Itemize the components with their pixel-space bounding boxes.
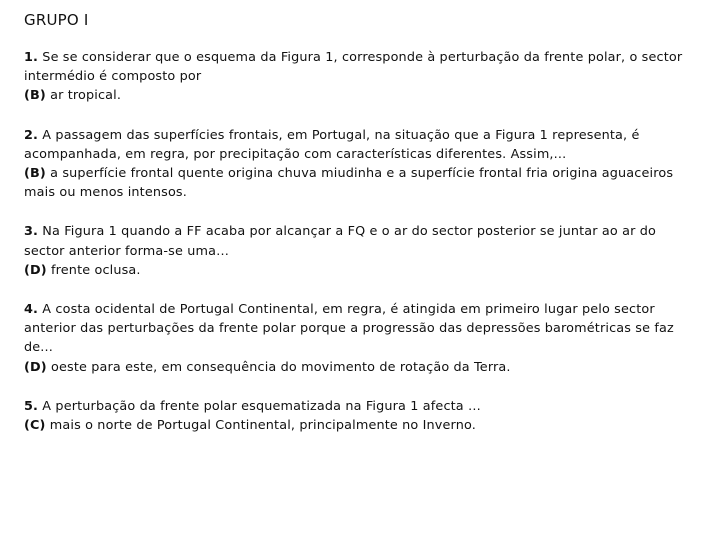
- question-body: A passagem das superfícies frontais, em Portugal, na situação que a Figura 1 representa, é acompanhada, em regra, por precipitação com características diferentes. Assim,...: [24, 127, 640, 162]
- question-text: [24, 126, 696, 164]
- question-text: [24, 397, 696, 416]
- question-item-3: [24, 222, 696, 280]
- document-page: [24, 10, 696, 455]
- answer-text: [24, 261, 696, 280]
- question-body: A costa ocidental de Portugal Continental, em regra, é atingida em primeiro lugar pelo sector anterior das perturbações da frente polar porque a progressão das depressões barométricas se faz de...: [24, 302, 674, 356]
- question-text: [24, 48, 696, 86]
- answer-body: ar tropical.: [50, 88, 122, 104]
- question-number: 3.: [24, 224, 39, 240]
- answer-text: [24, 164, 696, 202]
- question-item-2: [24, 126, 696, 203]
- question-item-5: [24, 397, 696, 435]
- question-body: A perturbação da frente polar esquematizada na Figura 1 afecta …: [42, 398, 481, 414]
- question-number: 2.: [24, 127, 39, 143]
- answer-text: [24, 416, 696, 435]
- question-body: Na Figura 1 quando a FF acaba por alcançar a FQ e o ar do sector posterior se juntar ao ar do sector anterior forma-se uma…: [24, 224, 656, 259]
- question-number: 5.: [24, 398, 39, 414]
- answer-option-letter: (D): [24, 262, 47, 278]
- question-item-4: [24, 300, 696, 377]
- question-number: 1.: [24, 50, 39, 65]
- question-text: [24, 222, 696, 260]
- answer-body: oeste para este, em consequência do movimento de rotação da Terra.: [51, 359, 511, 375]
- question-number: 4.: [24, 302, 39, 318]
- page-title: GRUPO I: [24, 11, 89, 29]
- answer-body: mais o norte de Portugal Continental, principalmente no Inverno.: [49, 418, 476, 434]
- answer-text: [24, 86, 696, 105]
- question-body: Se se considerar que o esquema da Figura 1, corresponde à perturbação da frente polar, o sector intermédio é composto por: [24, 50, 683, 85]
- answer-option-letter: (D): [24, 359, 47, 375]
- answer-body: a superfície frontal quente origina chuva miudinha e a superfície frontal fria origina aguaceiros mais ou menos intensos.: [24, 166, 674, 201]
- answer-body: frente oclusa.: [51, 262, 141, 278]
- answer-option-letter: (C): [24, 418, 46, 434]
- answer-option-letter: (B): [24, 88, 46, 104]
- answer-text: [24, 358, 696, 377]
- question-item-1: [24, 48, 696, 106]
- answer-option-letter: (B): [24, 166, 46, 182]
- question-text: [24, 300, 696, 358]
